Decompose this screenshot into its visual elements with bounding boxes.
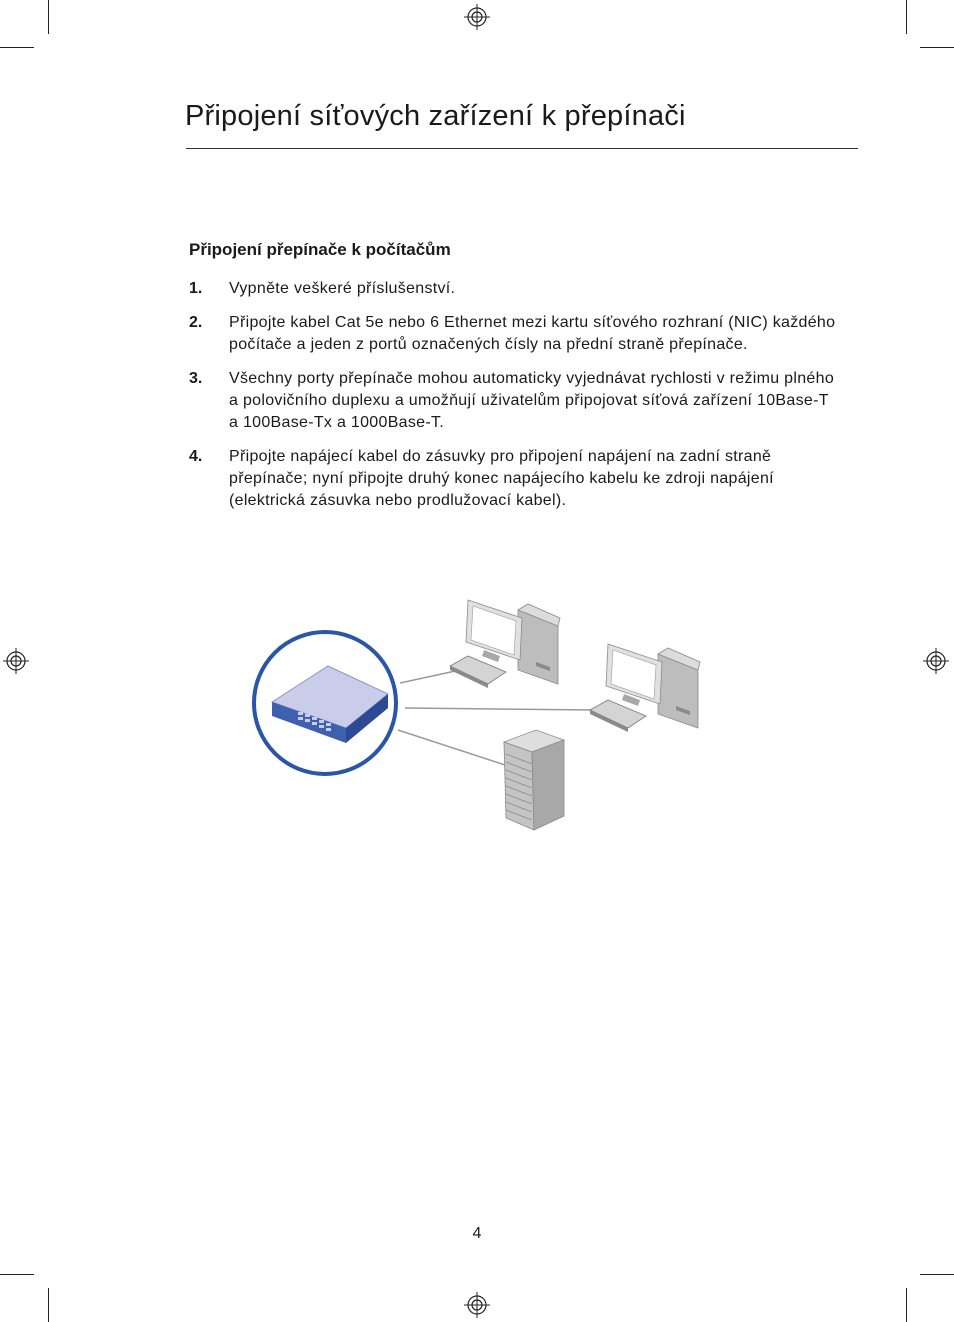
step-text: Připojte kabel Cat 5e nebo 6 Ethernet mezi kartu síťového rozhraní (NIC) každého počítače a jeden z portů označených čísly na přední straně přepínače. xyxy=(229,314,836,353)
computer-icon xyxy=(590,644,700,732)
steps-list xyxy=(189,278,839,524)
crop-mark xyxy=(920,47,954,48)
step-number: 2. xyxy=(189,314,203,331)
crop-mark xyxy=(920,1274,954,1275)
registration-mark-icon xyxy=(923,648,949,674)
crop-mark xyxy=(906,0,907,34)
cables xyxy=(398,670,595,765)
cable-to-computer-2 xyxy=(405,708,595,710)
registration-mark-icon xyxy=(464,4,490,30)
step-number: 4. xyxy=(189,448,203,465)
crop-mark xyxy=(48,0,49,34)
cable-to-server xyxy=(398,730,505,765)
step-text: Připojte napájecí kabel do zásuvky pro připojení napájení na zadní straně přepínače; nyní připojte druhý konec napájecího kabelu ke zdroji napájení (elektrická zásuvka nebo prodlužovací kabel). xyxy=(229,448,774,509)
title-divider xyxy=(186,148,858,149)
crop-mark xyxy=(48,1288,49,1322)
computer-icon xyxy=(450,600,560,688)
step-text: Všechny porty přepínače mohou automaticky vyjednávat rychlosti v režimu plného a polovičního duplexu a umožňují uživatelům připojovat síťová zařízení 10Base-T a 100Base-Tx a 1000Base-T. xyxy=(229,370,835,431)
step-number: 3. xyxy=(189,370,203,387)
step-text: Vypněte veškeré příslušenství. xyxy=(229,280,456,297)
registration-mark-icon xyxy=(3,648,29,674)
page-number: 4 xyxy=(472,1225,482,1242)
list-item xyxy=(189,278,839,300)
crop-mark xyxy=(0,1274,34,1275)
list-item xyxy=(189,312,839,356)
crop-mark xyxy=(906,1288,907,1322)
cable-to-computer-1 xyxy=(400,670,460,683)
step-number: 1. xyxy=(189,280,203,297)
network-diagram xyxy=(250,590,710,840)
switch-icon xyxy=(254,632,396,774)
page-title: Připojení síťových zařízení k přepínači xyxy=(185,100,686,132)
section-heading: Připojení přepínače k počítačům xyxy=(189,240,451,259)
list-item xyxy=(189,368,839,434)
registration-mark-icon xyxy=(464,1292,490,1318)
server-icon xyxy=(504,730,564,830)
list-item xyxy=(189,446,839,512)
crop-mark xyxy=(0,47,34,48)
